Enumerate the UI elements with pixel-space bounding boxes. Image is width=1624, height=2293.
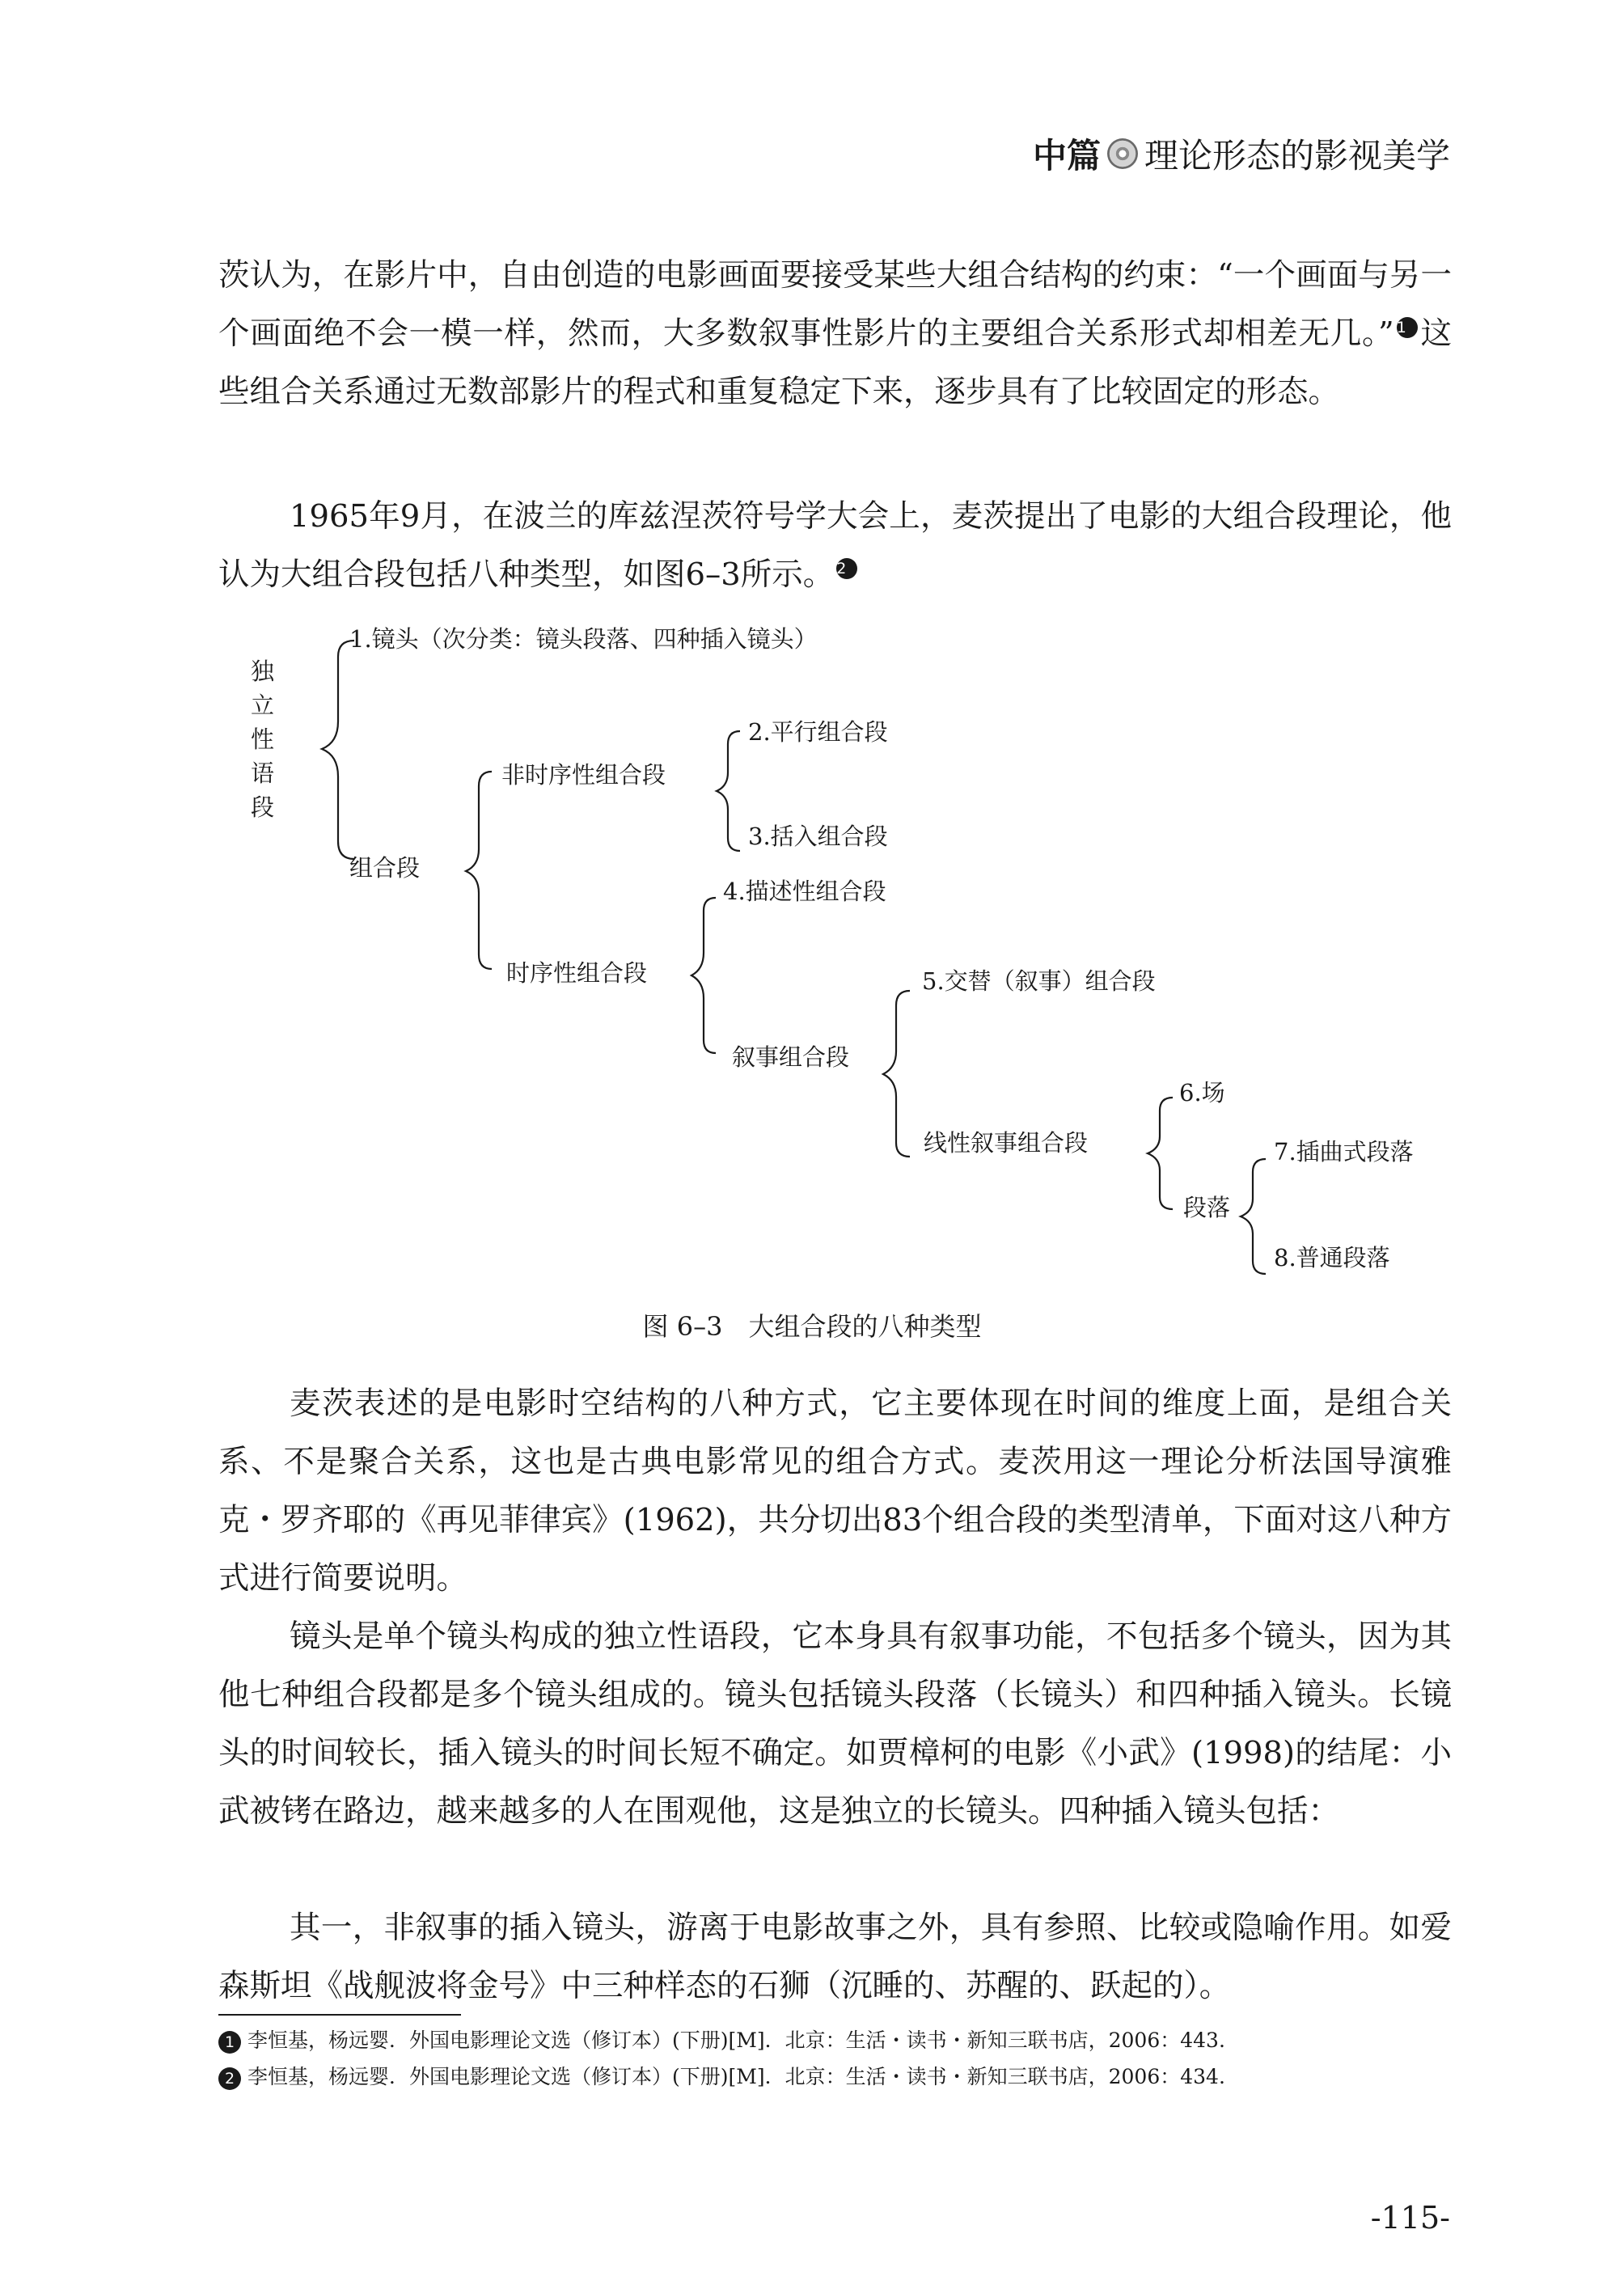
node-scene: 6.场 bbox=[1179, 1079, 1225, 1106]
brace-linear bbox=[1148, 1098, 1173, 1209]
brace-root bbox=[322, 641, 354, 859]
footnote-1 bbox=[218, 2026, 1225, 2055]
footnote-2-mark: 2 bbox=[218, 2067, 241, 2090]
page-number: -115- bbox=[1370, 2200, 1450, 2236]
footnote-ref-2: 2 bbox=[836, 558, 857, 579]
node-bracket: 3.括入组合段 bbox=[748, 823, 888, 850]
node-linear: 线性叙事组合段 bbox=[924, 1129, 1089, 1157]
paragraph-3: 麦茨表述的是电影时空结构的八种方式，它主要体现在时间的维度上面，是组合关系、不是聚合关系，这也是古典电影常见的组合方式。麦茨用这一理论分析法国导演雅克・罗齐耶的《再见菲律宾》(1962)，共分切出83个组合段的类型清单，下面对这八种方式进行简要说明。 bbox=[218, 1386, 1452, 1597]
footnote-2-text: 李恒基，杨远婴．外国电影理论文选（修订本）(下册)[M]．北京：生活・读书・新知三联书店，2006：434. bbox=[247, 2065, 1225, 2088]
root-char-4: 语 bbox=[251, 759, 275, 787]
node-syntagma: 组合段 bbox=[349, 854, 421, 882]
brace-narrative bbox=[883, 991, 910, 1157]
footnote-divider bbox=[218, 2014, 461, 2016]
footnote-1-text: 李恒基，杨远婴．外国电影理论文选（修订本）(下册)[M]．北京：生活・读书・新知三联书店，2006：443. bbox=[247, 2029, 1225, 2052]
header-title: 理论形态的影视美学 bbox=[1144, 136, 1450, 176]
root-char-5: 段 bbox=[251, 793, 275, 821]
footnote-2 bbox=[218, 2062, 1225, 2092]
node-shot: 1.镜头（次分类：镜头段落、四种插入镜头） bbox=[349, 625, 818, 653]
node-alternate: 5.交替（叙事）组合段 bbox=[922, 967, 1156, 995]
brace-syntagma bbox=[466, 772, 492, 969]
paragraph-1-text-b: 这些组合关系通过无数部影片的程式和重复稳定下来，逐步具有了比较固定的形态。 bbox=[218, 315, 1452, 410]
node-ordinary: 8.普通段落 bbox=[1274, 1244, 1390, 1271]
footnote-ref-1: 1 bbox=[1397, 317, 1418, 338]
node-descriptive: 4.描述性组合段 bbox=[723, 878, 886, 905]
node-nonchrono: 非时序性组合段 bbox=[501, 761, 666, 789]
node-narrative: 叙事组合段 bbox=[732, 1043, 850, 1071]
root-char-2: 立 bbox=[251, 692, 275, 719]
paragraph-5: 其一，非叙事的插入镜头，游离于电影故事之外，具有参照、比较或隐喻作用。如爱森斯坦《战舰波将金号》中三种样态的石狮（沉睡的、苏醒的、跃起的）。 bbox=[218, 1910, 1452, 2004]
node-episodic: 7.插曲式段落 bbox=[1274, 1138, 1414, 1166]
paragraph-1-text-a: 茨认为，在影片中，自由创造的电影画面要接受某些大组合结构的约束：“一个画面与另一个画面绝不会一模一样，然而，大多数叙事性影片的主要组合关系形式却相差无几。” bbox=[218, 257, 1452, 352]
root-char-1: 独 bbox=[251, 658, 275, 685]
node-chrono: 时序性组合段 bbox=[506, 959, 648, 987]
figure-caption: 图 6–3 大组合段的八种类型 bbox=[642, 1311, 982, 1342]
header-part: 中篇 bbox=[1032, 136, 1101, 176]
paragraph-2-text: 1965年9月，在波兰的库兹涅茨符号学大会上，麦茨提出了电影的大组合段理论，他认为大组合段包括八种类型，如图6–3所示。 bbox=[218, 498, 1452, 593]
paragraph-4: 镜头是单个镜头构成的独立性语段，它本身具有叙事功能，不包括多个镜头，因为其他七种组合段都是多个镜头组成的。镜头包括镜头段落（长镜头）和四种插入镜头。长镜头的时间较长，插入镜头的时间长短不确定。如贾樟柯的电影《小武》(1998)的结尾：小武被铐在路边，越来越多的人在围观他，这是独立的长镜头。四种插入镜头包括： bbox=[218, 1618, 1452, 1830]
brace-chrono bbox=[691, 898, 716, 1053]
brace-sequence bbox=[1241, 1159, 1266, 1274]
node-sequence: 段落 bbox=[1183, 1194, 1231, 1221]
node-parallel: 2.平行组合段 bbox=[748, 718, 888, 746]
brace-nonchrono bbox=[717, 731, 740, 851]
root-char-3: 性 bbox=[251, 726, 275, 753]
footnote-1-mark: 1 bbox=[218, 2031, 241, 2054]
